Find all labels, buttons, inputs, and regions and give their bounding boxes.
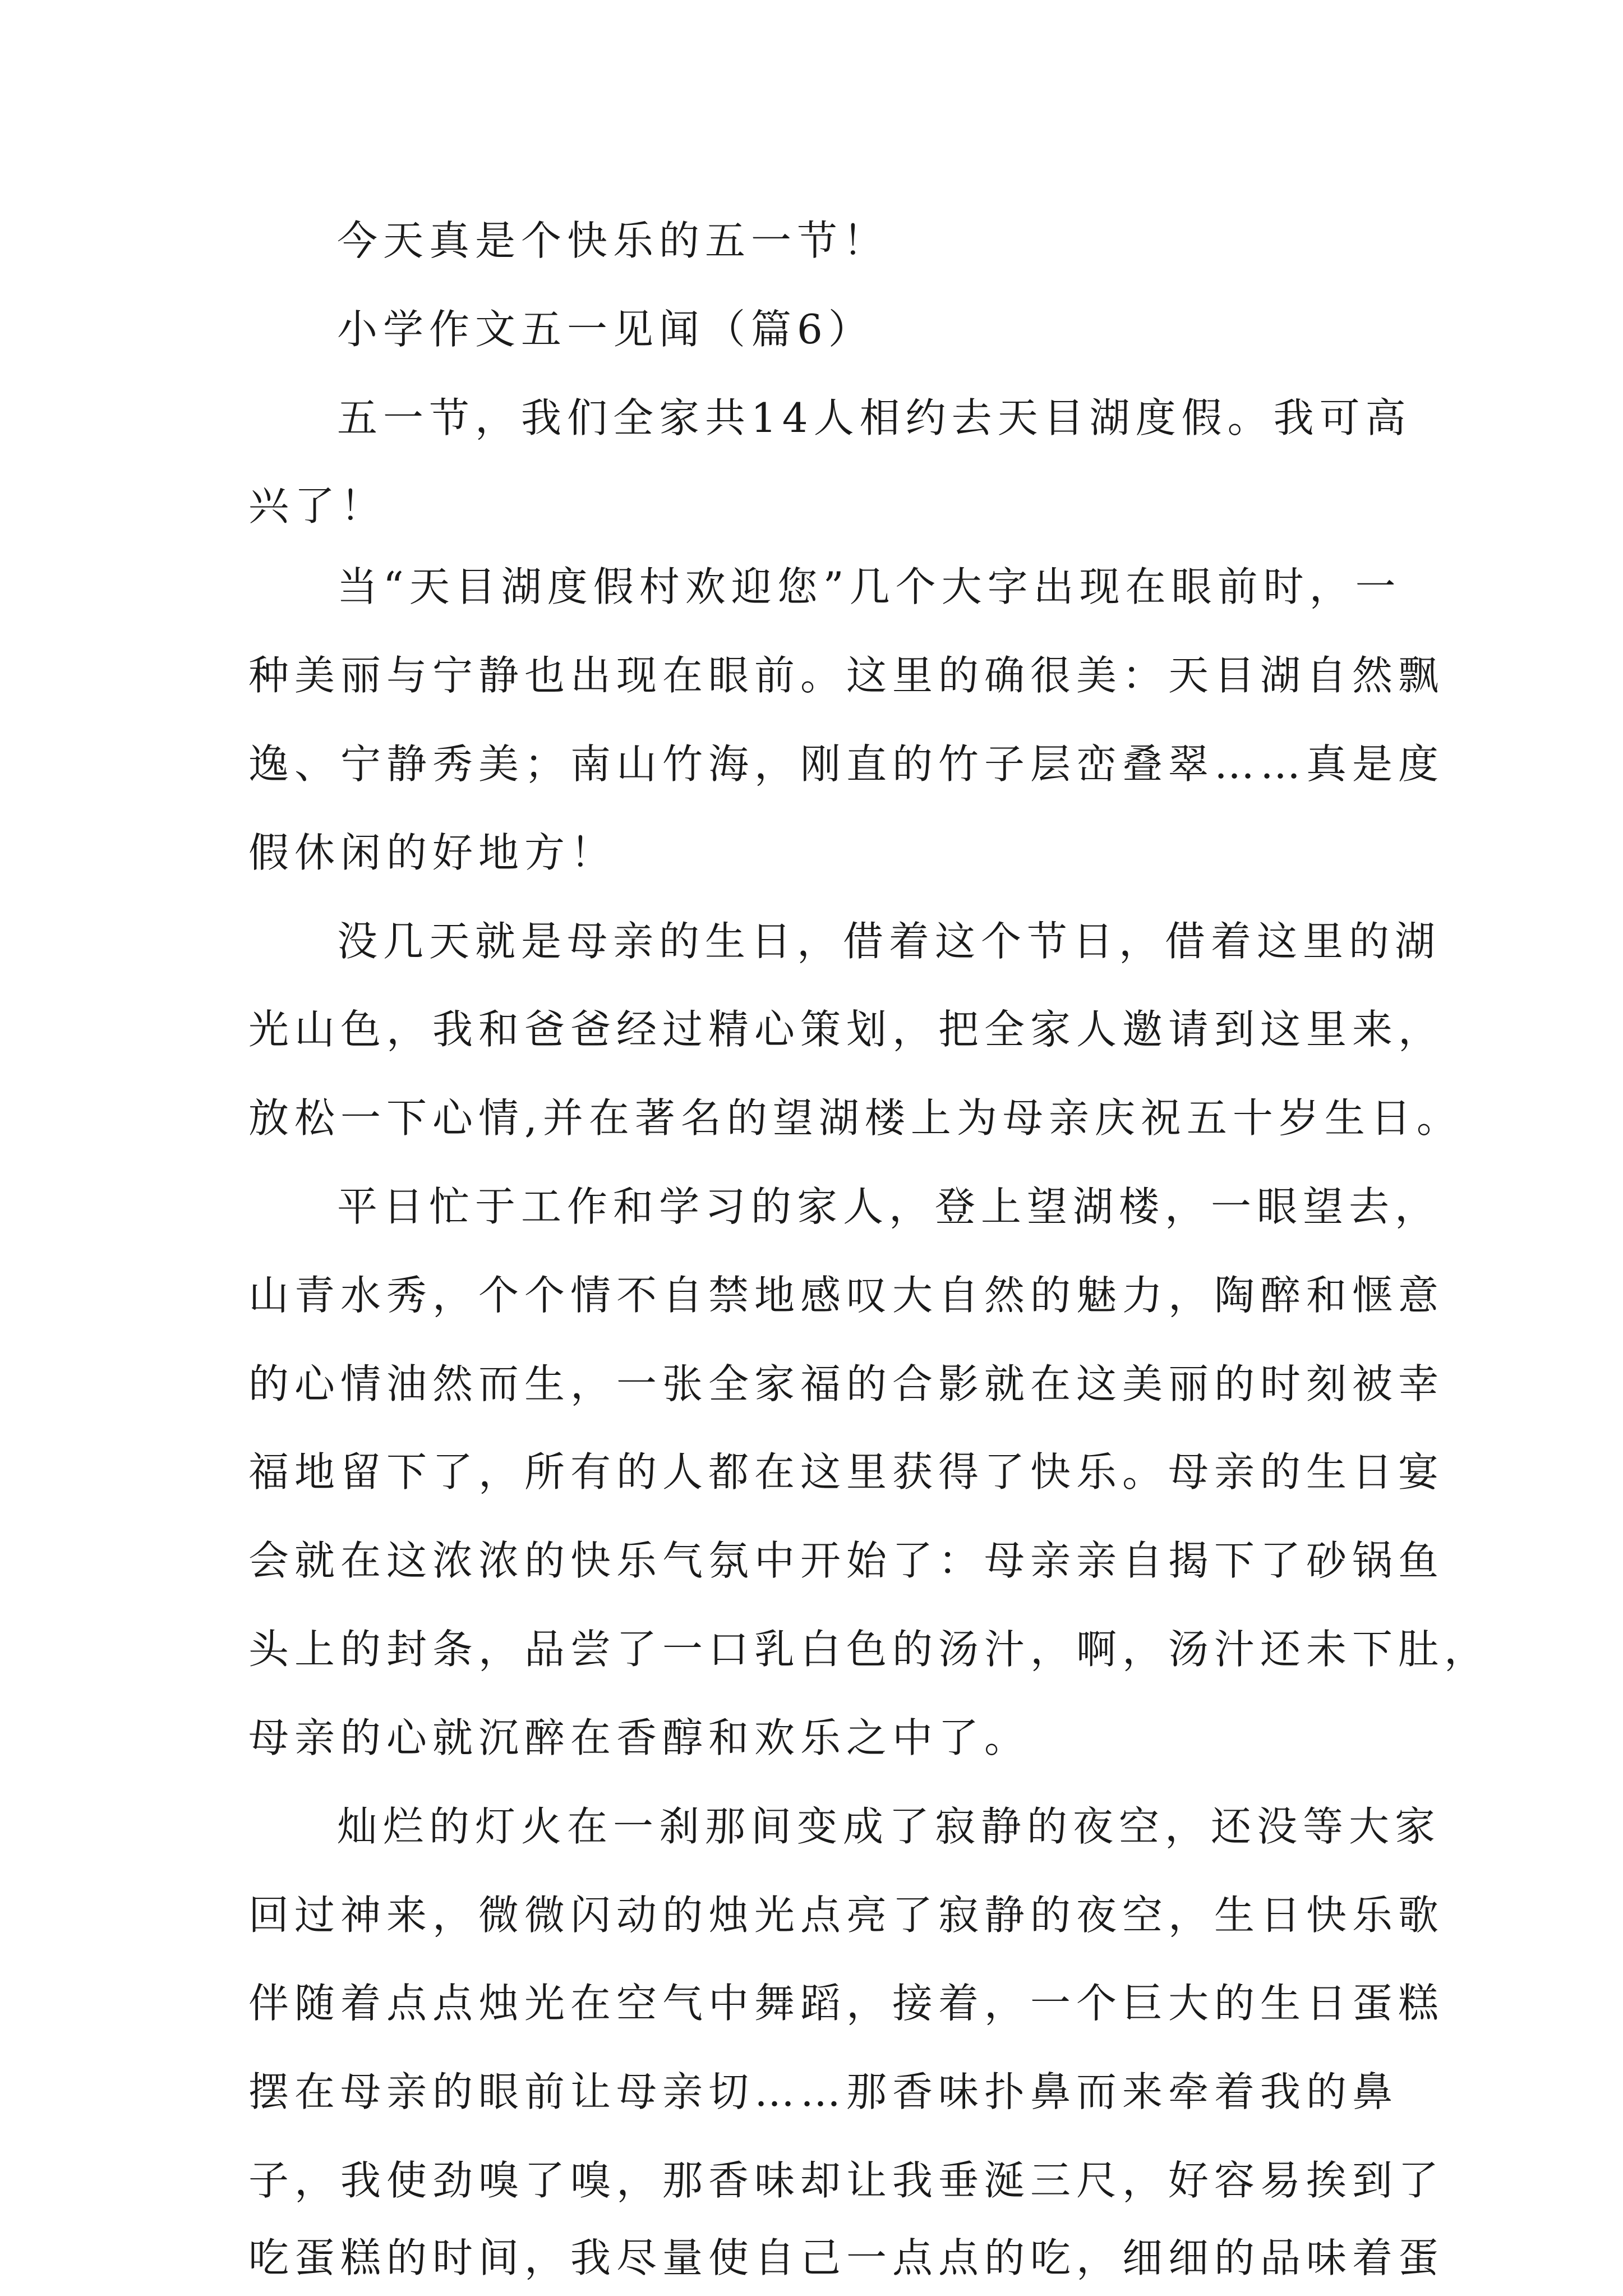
text-line: 福地留下了，所有的人都在这里获得了快乐。母亲的生日宴 xyxy=(248,1448,1445,1496)
text-line: 兴了！ xyxy=(248,482,387,530)
text-line: 灿烂的灯火在一刹那间变成了寂静的夜空，还没等大家 xyxy=(337,1803,1441,1850)
text-line: 放松一下心情,并在著名的望湖楼上为母亲庆祝五十岁生日。 xyxy=(248,1094,1463,1142)
text-line: 回过神来，微微闪动的烛光点亮了寂静的夜空，生日快乐歌 xyxy=(248,1892,1445,1939)
section-heading: 小学作文五一见闻（篇6） xyxy=(337,306,874,353)
text-line: 五一节，我们全家共14人相约去天目湖度假。我可高 xyxy=(337,394,1412,441)
text-line: 子，我使劲嗅了嗅，那香味却让我垂涎三尺，好容易挨到了 xyxy=(248,2157,1445,2204)
text-line: 山青水秀，个个情不自禁地感叹大自然的魅力，陶醉和惬意 xyxy=(248,1272,1445,1319)
text-line: 吃蛋糕的时间，我尽量使自己一点点的吃，细细的品味着蛋 xyxy=(248,2234,1445,2281)
text-line: 摆在母亲的眼前让母亲切……那香味扑鼻而来牵着我的鼻 xyxy=(248,2068,1399,2115)
text-line: 没几天就是母亲的生日，借着这个节日，借着这里的湖 xyxy=(337,918,1441,965)
text-line: 光山色，我和爸爸经过精心策划，把全家人邀请到这里来， xyxy=(248,1006,1445,1053)
text-line: 的心情油然而生，一张全家福的合影就在这美丽的时刻被幸 xyxy=(248,1360,1445,1407)
text-line: 会就在这浓浓的快乐气氛中开始了：母亲亲自揭下了砂锅鱼 xyxy=(248,1537,1445,1584)
text-line: 母亲的心就沉醉在香醇和欢乐之中了。 xyxy=(248,1714,1031,1761)
text-line: 假休闲的好地方！ xyxy=(248,829,617,876)
text-line: 今天真是个快乐的五一节！ xyxy=(337,217,889,264)
text-line: 平日忙于工作和学习的家人，登上望湖楼，一眼望去， xyxy=(337,1183,1441,1230)
text-line: 头上的封条，品尝了一口乳白色的汤汁，啊，汤汁还未下肚， xyxy=(248,1626,1491,1673)
text-line: 当“天目湖度假村欢迎您”几个大字出现在眼前时，一 xyxy=(337,563,1401,610)
text-line: 种美丽与宁静也出现在眼前。这里的确很美：天目湖自然飘 xyxy=(248,652,1445,699)
text-line: 伴随着点点烛光在空气中舞蹈，接着，一个巨大的生日蛋糕 xyxy=(248,1980,1445,2027)
text-line: 逸、宁静秀美；南山竹海，刚直的竹子层峦叠翠……真是度 xyxy=(248,740,1445,788)
